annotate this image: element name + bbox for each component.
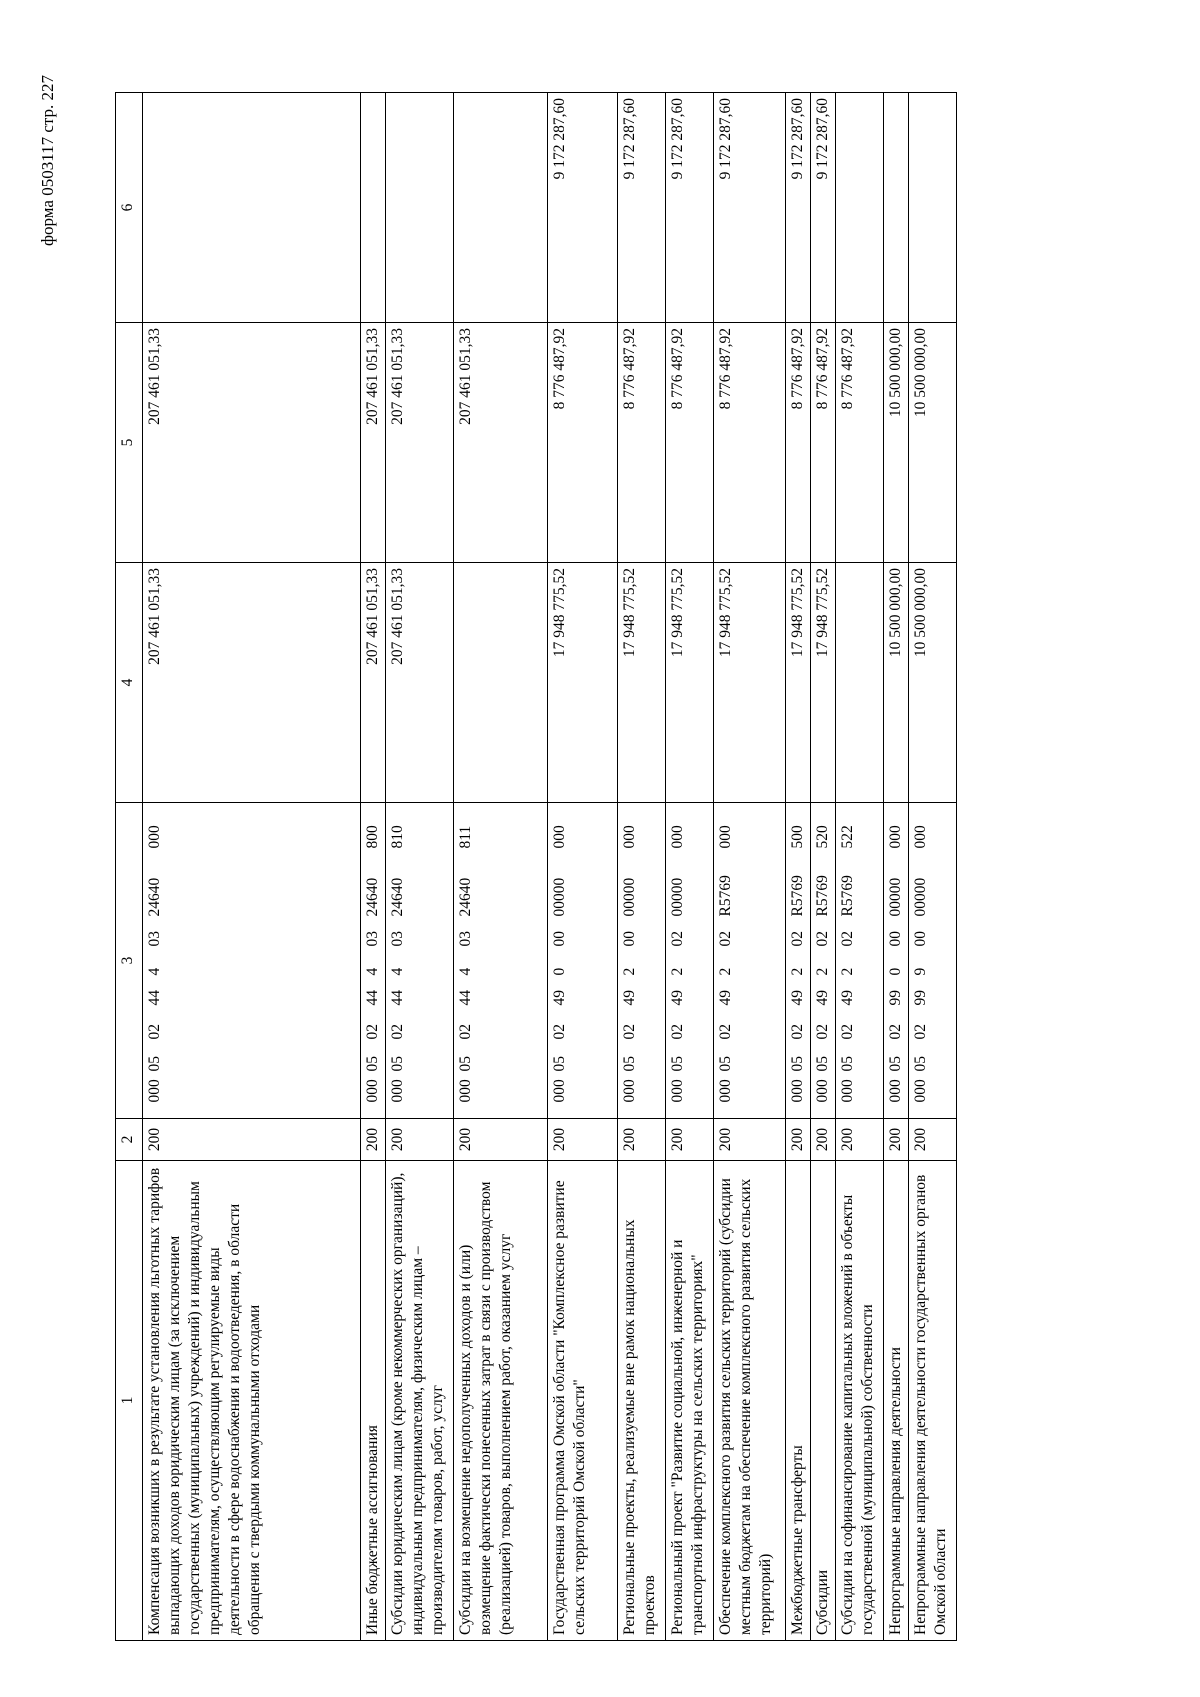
amount-col5: 8 776 487,92 bbox=[714, 323, 786, 563]
amount-col4: 17 948 775,52 bbox=[548, 563, 618, 803]
amount-col4: 17 948 775,52 bbox=[714, 563, 786, 803]
classification-code bbox=[548, 803, 618, 1119]
code-part: 02 bbox=[669, 1024, 686, 1040]
column-header: 4 bbox=[116, 563, 143, 803]
classification-code bbox=[618, 803, 666, 1119]
table-row bbox=[714, 93, 786, 1641]
amount-col6: 9 172 287,60 bbox=[666, 93, 714, 323]
code-part: 00000 bbox=[621, 877, 638, 917]
code-part: 44 bbox=[364, 990, 381, 1006]
table-row bbox=[909, 93, 957, 1641]
code-part: 24640 bbox=[364, 877, 381, 917]
classification-code bbox=[909, 803, 957, 1119]
row-name: Субсидии на софинансирование капитальных вложений в объекты государственной (муниципальной) собственности bbox=[836, 1161, 884, 1641]
row-name: Региональные проекты, реализуемые вне рамок национальных проектов bbox=[618, 1161, 666, 1641]
code-part: 02 bbox=[457, 1024, 474, 1040]
amount-col6 bbox=[361, 93, 386, 323]
code-part: 03 bbox=[146, 931, 163, 947]
code-part: 05 bbox=[551, 1056, 568, 1072]
code-part: 02 bbox=[146, 1024, 163, 1040]
code-part: 24640 bbox=[457, 877, 474, 917]
amount-col4: 17 948 775,52 bbox=[618, 563, 666, 803]
code-part: 49 bbox=[789, 990, 806, 1006]
code-part: 05 bbox=[789, 1056, 806, 1072]
code-part: 02 bbox=[789, 931, 806, 947]
classification-code bbox=[143, 803, 361, 1119]
code-part: 44 bbox=[146, 990, 163, 1006]
budget-table bbox=[115, 92, 957, 1641]
code-part: 811 bbox=[457, 825, 474, 849]
code-part: 000 bbox=[457, 1079, 474, 1103]
code-part: 800 bbox=[364, 825, 381, 849]
code-part: 4 bbox=[364, 967, 381, 976]
classification-code bbox=[666, 803, 714, 1119]
code-part: 00 bbox=[912, 931, 929, 947]
column-header: 5 bbox=[116, 323, 143, 563]
code-part: 000 bbox=[887, 1079, 904, 1103]
amount-col6: 9 172 287,60 bbox=[548, 93, 618, 323]
line-code: 200 bbox=[666, 1119, 714, 1161]
column-number-row bbox=[116, 93, 143, 1641]
code-part: 44 bbox=[457, 990, 474, 1006]
line-code: 200 bbox=[361, 1119, 386, 1161]
amount-col4 bbox=[836, 563, 884, 803]
table-row bbox=[386, 93, 454, 1641]
code-part: 000 bbox=[551, 825, 568, 849]
code-part: 03 bbox=[457, 931, 474, 947]
code-part: 520 bbox=[814, 825, 831, 849]
column-header: 6 bbox=[116, 93, 143, 323]
amount-col4: 17 948 775,52 bbox=[666, 563, 714, 803]
code-part: 05 bbox=[669, 1056, 686, 1072]
code-part: 02 bbox=[839, 931, 856, 947]
code-part: 9 bbox=[912, 967, 929, 976]
line-code: 200 bbox=[386, 1119, 454, 1161]
table-row bbox=[884, 93, 909, 1641]
code-part: 4 bbox=[457, 967, 474, 976]
code-part: 000 bbox=[717, 825, 734, 849]
table-body bbox=[143, 93, 957, 1641]
code-part: 02 bbox=[717, 931, 734, 947]
code-part: R5769 bbox=[839, 875, 856, 917]
code-part: 03 bbox=[364, 931, 381, 947]
amount-col6 bbox=[836, 93, 884, 323]
code-part: 49 bbox=[839, 990, 856, 1006]
line-code: 200 bbox=[884, 1119, 909, 1161]
code-part: 0 bbox=[887, 967, 904, 976]
code-part: 99 bbox=[912, 990, 929, 1006]
code-part: 000 bbox=[621, 825, 638, 849]
line-code: 200 bbox=[714, 1119, 786, 1161]
code-part: 810 bbox=[389, 825, 406, 849]
amount-col5: 8 776 487,92 bbox=[786, 323, 811, 563]
code-part: 000 bbox=[814, 1079, 831, 1103]
code-part: 02 bbox=[389, 1024, 406, 1040]
table-row bbox=[548, 93, 618, 1641]
code-part: 00 bbox=[621, 931, 638, 947]
code-part: 000 bbox=[789, 1079, 806, 1103]
table-row bbox=[836, 93, 884, 1641]
amount-col5: 207 461 051,33 bbox=[454, 323, 548, 563]
code-part: 000 bbox=[146, 1079, 163, 1103]
amount-col6 bbox=[884, 93, 909, 323]
amount-col6: 9 172 287,60 bbox=[714, 93, 786, 323]
classification-code bbox=[811, 803, 836, 1119]
code-part: 24640 bbox=[146, 877, 163, 917]
row-name: Государственная программа Омской области "Комплексное развитие сельских территорий Омской области" bbox=[548, 1161, 618, 1641]
amount-col4: 17 948 775,52 bbox=[811, 563, 836, 803]
code-part: 02 bbox=[814, 931, 831, 947]
row-name: Иные бюджетные ассигнования bbox=[361, 1161, 386, 1641]
row-name: Непрограммные направления деятельности bbox=[884, 1161, 909, 1641]
code-part: 0 bbox=[551, 967, 568, 976]
amount-col5: 8 776 487,92 bbox=[811, 323, 836, 563]
code-part: 02 bbox=[717, 1024, 734, 1040]
code-part: 000 bbox=[887, 825, 904, 849]
row-name: Обеспечение комплексного развития сельских территорий (субсидии местным бюджетам на обеспечение комплексного развития сельских территорий) bbox=[714, 1161, 786, 1641]
table-row bbox=[361, 93, 386, 1641]
code-part: 03 bbox=[389, 931, 406, 947]
classification-code bbox=[361, 803, 386, 1119]
code-part: 000 bbox=[364, 1079, 381, 1103]
amount-col4: 10 500 000,00 bbox=[909, 563, 957, 803]
code-part: 522 bbox=[839, 825, 856, 849]
table-row bbox=[143, 93, 361, 1641]
code-part: 05 bbox=[621, 1056, 638, 1072]
code-part: 2 bbox=[669, 967, 686, 976]
code-part: 2 bbox=[814, 967, 831, 976]
amount-col5: 207 461 051,33 bbox=[386, 323, 454, 563]
form-header: форма 0503117 стр. 227 bbox=[38, 75, 57, 246]
row-name: Компенсация возникших в результате установления льготных тарифов выпадающих доходов юридическим лицам (за исключением государственных (муниципальных) учреждений) и индивидуальным предпринимателям, осуществляющим регулируемые виды деятельности в сфере водоснабжения и водоотведения, в области обращения с твердыми коммунальными отходами bbox=[143, 1161, 361, 1641]
code-part: 02 bbox=[621, 1024, 638, 1040]
amount-col4: 17 948 775,52 bbox=[786, 563, 811, 803]
code-part: 99 bbox=[887, 990, 904, 1006]
column-header: 2 bbox=[116, 1119, 143, 1161]
classification-code bbox=[884, 803, 909, 1119]
code-part: 500 bbox=[789, 825, 806, 849]
code-part: 000 bbox=[389, 1079, 406, 1103]
code-part: 24640 bbox=[389, 877, 406, 917]
code-part: 05 bbox=[364, 1056, 381, 1072]
amount-col4: 207 461 051,33 bbox=[361, 563, 386, 803]
amount-col6 bbox=[454, 93, 548, 323]
amount-col4: 10 500 000,00 bbox=[884, 563, 909, 803]
code-part: 02 bbox=[364, 1024, 381, 1040]
code-part: 02 bbox=[789, 1024, 806, 1040]
code-part: 05 bbox=[912, 1056, 929, 1072]
code-part: 00000 bbox=[669, 877, 686, 917]
row-name: Региональный проект "Развитие социальной, инженерной и транспортной инфраструктуры на сельских территориях" bbox=[666, 1161, 714, 1641]
code-part: 49 bbox=[814, 990, 831, 1006]
amount-col6: 9 172 287,60 bbox=[618, 93, 666, 323]
code-part: 00000 bbox=[551, 877, 568, 917]
line-code: 200 bbox=[454, 1119, 548, 1161]
amount-col4 bbox=[454, 563, 548, 803]
amount-col6 bbox=[143, 93, 361, 323]
classification-code bbox=[786, 803, 811, 1119]
table-row bbox=[811, 93, 836, 1641]
code-part: 000 bbox=[669, 825, 686, 849]
table-row bbox=[454, 93, 548, 1641]
classification-code bbox=[454, 803, 548, 1119]
amount-col6 bbox=[909, 93, 957, 323]
row-name: Субсидии на возмещение недополученных доходов и (или) возмещение фактически понесенных затрат в связи с производством (реализацией) товаров, выполнением работ, оказанием услуг bbox=[454, 1161, 548, 1641]
code-part: 00 bbox=[551, 931, 568, 947]
amount-col5: 8 776 487,92 bbox=[666, 323, 714, 563]
code-part: 000 bbox=[717, 1079, 734, 1103]
amount-col5: 8 776 487,92 bbox=[836, 323, 884, 563]
amount-col5: 8 776 487,92 bbox=[618, 323, 666, 563]
row-name: Межбюджетные трансферты bbox=[786, 1161, 811, 1641]
code-part: 000 bbox=[621, 1079, 638, 1103]
column-header: 1 bbox=[116, 1161, 143, 1641]
amount-col6 bbox=[386, 93, 454, 323]
code-part: 05 bbox=[717, 1056, 734, 1072]
code-part: 2 bbox=[717, 967, 734, 976]
code-part: 4 bbox=[146, 967, 163, 976]
code-part: 05 bbox=[839, 1056, 856, 1072]
code-part: R5769 bbox=[789, 875, 806, 917]
table-row bbox=[666, 93, 714, 1641]
amount-col5: 10 500 000,00 bbox=[909, 323, 957, 563]
code-part: 05 bbox=[814, 1056, 831, 1072]
line-code: 200 bbox=[548, 1119, 618, 1161]
classification-code bbox=[714, 803, 786, 1119]
code-part: 02 bbox=[839, 1024, 856, 1040]
line-code: 200 bbox=[786, 1119, 811, 1161]
code-part: 00 bbox=[887, 931, 904, 947]
table-row bbox=[618, 93, 666, 1641]
amount-col6: 9 172 287,60 bbox=[811, 93, 836, 323]
code-part: 44 bbox=[389, 990, 406, 1006]
amount-col5: 207 461 051,33 bbox=[361, 323, 386, 563]
line-code: 200 bbox=[811, 1119, 836, 1161]
code-part: R5769 bbox=[717, 875, 734, 917]
code-part: 2 bbox=[621, 967, 638, 976]
code-part: 2 bbox=[839, 967, 856, 976]
row-name: Субсидии bbox=[811, 1161, 836, 1641]
classification-code bbox=[386, 803, 454, 1119]
amount-col4: 207 461 051,33 bbox=[143, 563, 361, 803]
code-part: 49 bbox=[551, 990, 568, 1006]
amount-col5: 207 461 051,33 bbox=[143, 323, 361, 563]
code-part: 05 bbox=[887, 1056, 904, 1072]
code-part: 05 bbox=[457, 1056, 474, 1072]
code-part: 02 bbox=[912, 1024, 929, 1040]
code-part: 000 bbox=[839, 1079, 856, 1103]
code-part: 05 bbox=[389, 1056, 406, 1072]
code-part: 000 bbox=[551, 1079, 568, 1103]
code-part: 00000 bbox=[912, 877, 929, 917]
code-part: 000 bbox=[912, 825, 929, 849]
line-code: 200 bbox=[143, 1119, 361, 1161]
line-code: 200 bbox=[909, 1119, 957, 1161]
classification-code bbox=[836, 803, 884, 1119]
code-part: 02 bbox=[669, 931, 686, 947]
code-part: 2 bbox=[789, 967, 806, 976]
code-part: 000 bbox=[912, 1079, 929, 1103]
row-name: Субсидии юридическим лицам (кроме некоммерческих организаций), индивидуальным предпринимателям, физическим лицам – производителям товаров, работ, услуг bbox=[386, 1161, 454, 1641]
row-name: Непрограммные направления деятельности государственных органов Омской области bbox=[909, 1161, 957, 1641]
code-part: 00000 bbox=[887, 877, 904, 917]
code-part: 02 bbox=[814, 1024, 831, 1040]
amount-col6: 9 172 287,60 bbox=[786, 93, 811, 323]
code-part: 05 bbox=[146, 1056, 163, 1072]
amount-col4: 207 461 051,33 bbox=[386, 563, 454, 803]
line-code: 200 bbox=[618, 1119, 666, 1161]
code-part: 49 bbox=[669, 990, 686, 1006]
amount-col5: 8 776 487,92 bbox=[548, 323, 618, 563]
column-header: 3 bbox=[116, 803, 143, 1119]
line-code: 200 bbox=[836, 1119, 884, 1161]
code-part: 02 bbox=[887, 1024, 904, 1040]
code-part: R5769 bbox=[814, 875, 831, 917]
code-part: 02 bbox=[551, 1024, 568, 1040]
code-part: 000 bbox=[146, 825, 163, 849]
code-part: 49 bbox=[717, 990, 734, 1006]
code-part: 49 bbox=[621, 990, 638, 1006]
table-row bbox=[786, 93, 811, 1641]
code-part: 000 bbox=[669, 1079, 686, 1103]
amount-col5: 10 500 000,00 bbox=[884, 323, 909, 563]
code-part: 4 bbox=[389, 967, 406, 976]
